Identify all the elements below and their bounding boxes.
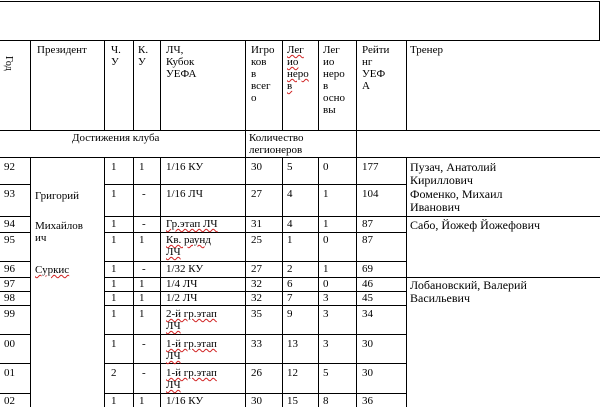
row-border <box>0 184 30 185</box>
cell-rating: 69 <box>362 263 373 275</box>
cell-ku: 1 <box>139 308 145 320</box>
cell-chu: 1 <box>111 218 117 230</box>
cell-rating: 30 <box>362 367 373 379</box>
col-border <box>30 40 31 130</box>
cell-cup: 2-й гр.этап ЛЧ <box>166 308 217 332</box>
header-players-total: Игро ков в всег о <box>251 44 275 104</box>
president-name-first: Григорий <box>35 190 80 202</box>
cell-legion: 15 <box>287 395 298 407</box>
cell-year: 01 <box>4 367 15 379</box>
cell-players: 27 <box>251 188 262 200</box>
header-uefa-rating: Рейти нг УЕФ А <box>362 44 390 92</box>
cell-cup: 1/32 КУ <box>166 263 204 275</box>
cell-year: 02 <box>4 395 15 407</box>
row-border <box>104 216 600 217</box>
cell-ku: 1 <box>139 161 145 173</box>
cell-ku: - <box>142 338 146 350</box>
row-border <box>0 363 30 364</box>
subheader-achievements: Достижения клуба <box>72 132 160 144</box>
cell-rating: 30 <box>362 338 373 350</box>
cell-players: 33 <box>251 338 262 350</box>
row-border <box>0 261 30 262</box>
cell-legion: 1 <box>287 234 293 246</box>
cell-cup: 1/16 ЛЧ <box>166 188 203 200</box>
cell-chu: 1 <box>111 338 117 350</box>
cell-players: 25 <box>251 234 262 246</box>
coach-name: Лобановский, Валерий Васильевич <box>410 278 527 305</box>
president-name-last: Суркис <box>35 264 70 276</box>
cell-chu: 1 <box>111 234 117 246</box>
cell-players: 31 <box>251 218 262 230</box>
cell-rating: 87 <box>362 218 373 230</box>
cell-base: 8 <box>323 395 329 407</box>
cell-rating: 177 <box>362 161 379 173</box>
cell-ku: - <box>142 188 146 200</box>
cell-base: 1 <box>323 263 329 275</box>
header-year <box>3 56 13 71</box>
col-border <box>133 157 134 407</box>
cell-base: 0 <box>323 278 329 290</box>
cell-year: 95 <box>4 234 15 246</box>
cell-base: 0 <box>323 161 329 173</box>
col-border <box>406 40 407 130</box>
row-border <box>104 184 406 185</box>
col-border <box>104 40 105 130</box>
cell-ku: 1 <box>139 292 145 304</box>
table-top-border <box>0 1 600 2</box>
cell-year: 94 <box>4 218 15 230</box>
cell-base: 5 <box>323 367 329 379</box>
cell-players: 27 <box>251 263 262 275</box>
col-border <box>356 40 357 407</box>
col-border <box>160 157 161 407</box>
cell-players: 26 <box>251 367 262 379</box>
cell-cup: 1/16 КУ <box>166 395 204 407</box>
subheader-legion-count: Количество легионеров <box>249 132 304 156</box>
cell-ku: 1 <box>139 395 145 407</box>
cell-year: 97 <box>4 278 15 290</box>
header-president: Президент <box>37 44 87 56</box>
header-bottom-border <box>0 130 600 131</box>
cell-chu: 1 <box>111 308 117 320</box>
cell-rating: 46 <box>362 278 373 290</box>
cell-legion: 4 <box>287 218 293 230</box>
row-border <box>104 363 406 364</box>
row-border <box>0 393 30 394</box>
cell-cup: 1-й гр.этап ЛЧ <box>166 338 217 362</box>
cell-chu: 1 <box>111 278 117 290</box>
cell-cup: 1/4 ЛЧ <box>166 278 198 290</box>
col-border <box>30 157 31 407</box>
header-coach: Тренер <box>410 44 443 56</box>
cell-ku: - <box>142 218 146 230</box>
cell-chu: 1 <box>111 395 117 407</box>
header-chu: Ч. У <box>111 44 121 68</box>
col-border <box>318 157 319 407</box>
cell-ku: - <box>142 263 146 275</box>
cell-year: 98 <box>4 292 15 304</box>
cell-base: 3 <box>323 338 329 350</box>
col-border <box>282 157 283 407</box>
cell-chu: 2 <box>111 367 117 379</box>
cell-base: 3 <box>323 292 329 304</box>
col-border <box>318 40 319 130</box>
row-border <box>0 305 30 306</box>
cell-players: 32 <box>251 278 262 290</box>
cell-players: 32 <box>251 292 262 304</box>
header-legionnaires-base: Лег ио неро в осно вы <box>323 44 346 116</box>
cell-legion: 9 <box>287 308 293 320</box>
cell-cup: 1/2 ЛЧ <box>166 292 198 304</box>
row-border <box>104 261 406 262</box>
row-border <box>104 232 406 233</box>
cell-players: 35 <box>251 308 262 320</box>
cell-year: 00 <box>4 338 15 350</box>
cell-cup: 1-й гр.этап ЛЧ <box>166 367 217 391</box>
coach-name: Фоменко, Михаил Иванович <box>410 187 503 214</box>
cell-year: 93 <box>4 188 15 200</box>
row-border <box>104 334 406 335</box>
cell-legion: 13 <box>287 338 298 350</box>
cell-legion: 12 <box>287 367 298 379</box>
header-top-border <box>0 40 600 41</box>
cell-year: 92 <box>4 161 15 173</box>
cell-chu: 1 <box>111 161 117 173</box>
cell-rating: 45 <box>362 292 373 304</box>
row-border <box>0 216 30 217</box>
cell-players: 30 <box>251 395 262 407</box>
cell-year: 96 <box>4 263 15 275</box>
cell-year: 99 <box>4 308 15 320</box>
cell-rating: 87 <box>362 234 373 246</box>
col-border <box>282 40 283 130</box>
president-name-patronymic: Михайлов ич <box>35 220 83 244</box>
cell-base: 1 <box>323 218 329 230</box>
row-border <box>0 232 30 233</box>
coach-name: Пузач, Анатолий Кириллович <box>410 160 497 187</box>
subheader-bottom-border <box>0 157 600 158</box>
cell-rating: 104 <box>362 188 379 200</box>
row-border <box>104 305 406 306</box>
row-border <box>0 334 30 335</box>
cell-legion: 6 <box>287 278 293 290</box>
header-lch-cup: ЛЧ, Кубок УЕФА <box>166 44 197 80</box>
col-border <box>245 40 246 407</box>
cell-players: 30 <box>251 161 262 173</box>
col-border <box>104 157 105 407</box>
cell-rating: 36 <box>362 395 373 407</box>
header-legionnaires: Лег ио неро в <box>287 44 309 92</box>
cell-legion: 7 <box>287 292 293 304</box>
col-border <box>406 157 407 407</box>
cell-legion: 5 <box>287 161 293 173</box>
header-ku: К. У <box>138 44 149 68</box>
cell-cup: Кв. раунд ЛЧ <box>166 234 211 258</box>
col-border <box>133 40 134 130</box>
cell-base: 0 <box>323 234 329 246</box>
cell-chu: 1 <box>111 292 117 304</box>
col-border <box>160 40 161 130</box>
cell-cup: Гр.этап ЛЧ <box>166 218 218 230</box>
cell-cup: 1/16 КУ <box>166 161 204 173</box>
cell-ku: - <box>142 367 146 379</box>
cell-legion: 4 <box>287 188 293 200</box>
cell-chu: 1 <box>111 263 117 275</box>
row-border <box>104 393 406 394</box>
cell-chu: 1 <box>111 188 117 200</box>
header-year-text: Год <box>3 56 14 71</box>
cell-ku: 1 <box>139 278 145 290</box>
cell-base: 1 <box>323 188 329 200</box>
cell-base: 3 <box>323 308 329 320</box>
coach-name: Сабо, Йожеф Йожефович <box>410 218 541 232</box>
cell-ku: 1 <box>139 234 145 246</box>
cell-rating: 34 <box>362 308 373 320</box>
cell-legion: 2 <box>287 263 293 275</box>
